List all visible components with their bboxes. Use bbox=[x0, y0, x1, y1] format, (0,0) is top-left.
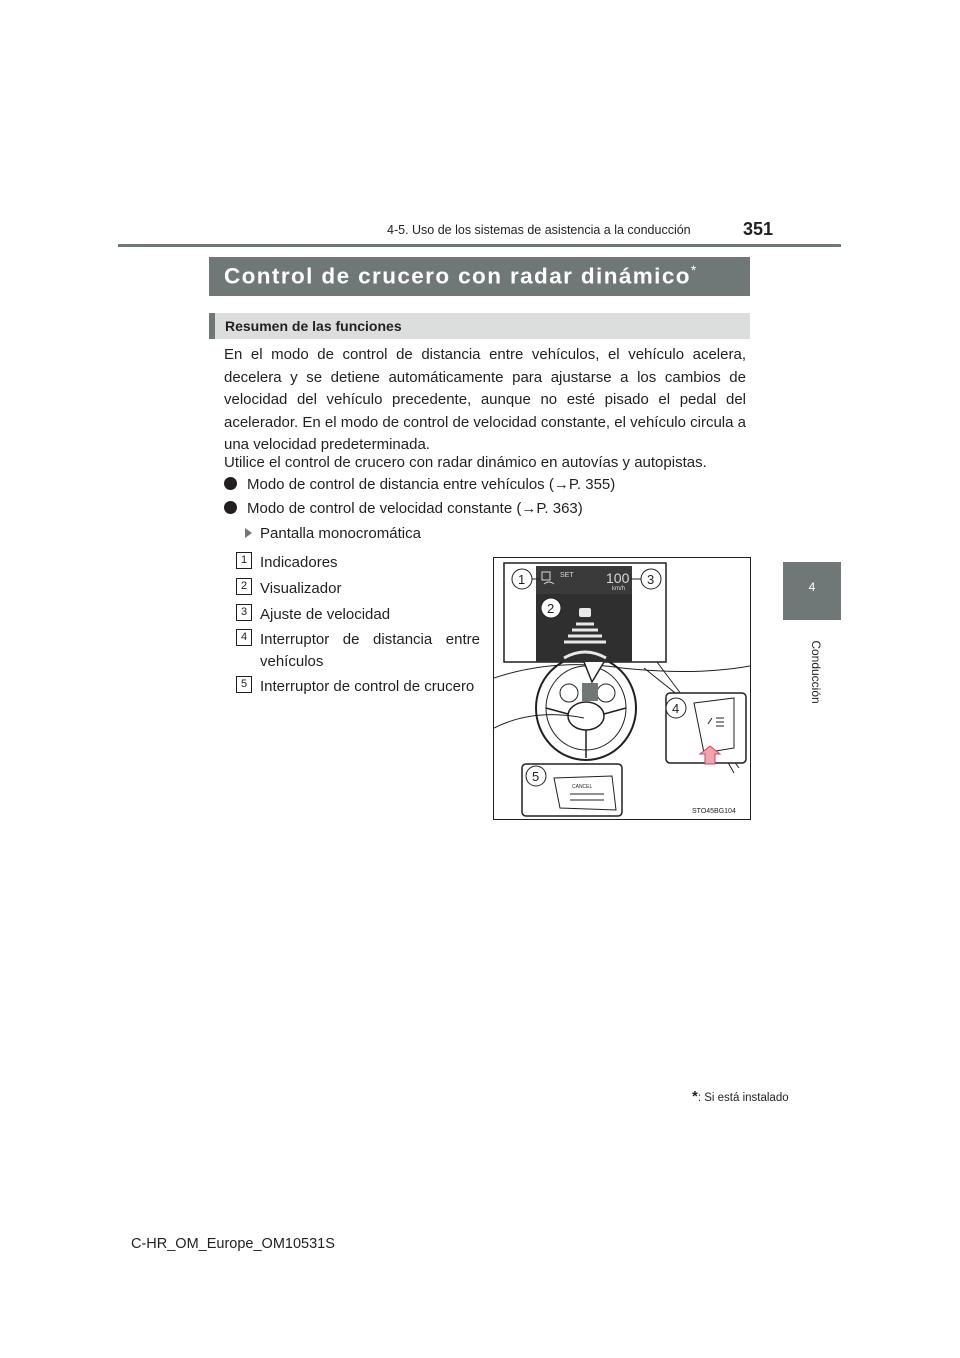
item-number-box: 4 bbox=[236, 629, 252, 646]
bullet-dot bbox=[224, 501, 237, 514]
item-label: Interruptor de distancia entre vehículos bbox=[260, 631, 480, 670]
chapter-number: 4 bbox=[808, 580, 816, 594]
intro-paragraph: En el modo de control de distancia entre vehículos, el vehículo acelera, decelera y se detiene automáticamente para ajustarse a los cambios de velocidad del vehículo precedente, aunque no esté pisado el pedal del acelerador. En el modo de control de velocidad constante, el vehículo circula a una velocidad predeterminada. bbox=[224, 346, 746, 454]
dashboard-figure bbox=[493, 557, 751, 820]
callout-number: 3 bbox=[647, 572, 655, 587]
section-header: 4-5. Uso de los sistemas de asistencia a la conducción bbox=[387, 223, 691, 237]
center-display bbox=[582, 683, 598, 701]
bullet-item bbox=[224, 476, 615, 493]
page-title bbox=[224, 262, 696, 290]
display-unit: km/h bbox=[612, 586, 626, 592]
display-type-label: Pantalla monocromática bbox=[260, 525, 421, 542]
header-rule bbox=[118, 244, 841, 247]
usage-paragraph: Utilice el control de crucero con radar dinámico en autovías y autopistas. bbox=[224, 454, 707, 471]
display-type bbox=[245, 525, 421, 542]
item-number-box: 3 bbox=[236, 604, 252, 621]
callout-number: 2 bbox=[547, 601, 555, 616]
gauge-left bbox=[560, 684, 578, 702]
footnote bbox=[692, 1088, 789, 1105]
bullet-dot bbox=[224, 477, 237, 490]
gauge-right bbox=[597, 684, 615, 702]
subheading-accent bbox=[209, 313, 215, 339]
figure-code: STO45BG104 bbox=[692, 808, 736, 815]
cruise-lever-body bbox=[554, 776, 616, 810]
bullet-text: Modo de control de velocidad constante (→P. 363) bbox=[247, 500, 583, 517]
footnote-marker: * bbox=[692, 1088, 698, 1105]
title-marker: * bbox=[690, 262, 697, 278]
subheading-bar bbox=[209, 313, 750, 339]
item-label: Visualizador bbox=[260, 580, 342, 597]
subheading: Resumen de las funciones bbox=[225, 318, 402, 334]
chapter-label: Conducción bbox=[809, 640, 823, 704]
bullet-text: Modo de control de distancia entre vehículos (→P. 355) bbox=[247, 476, 616, 493]
dashboard-illustration bbox=[494, 558, 750, 819]
preceding-vehicle-icon bbox=[579, 608, 591, 617]
item-label: Interruptor de control de crucero bbox=[260, 678, 475, 695]
display-set-label: SET bbox=[560, 572, 574, 579]
callout-number: 1 bbox=[518, 572, 526, 587]
item-label: Ajuste de velocidad bbox=[260, 606, 391, 623]
callout-number: 4 bbox=[672, 701, 680, 716]
bullet-item bbox=[224, 500, 583, 517]
item-label: Indicadores bbox=[260, 554, 338, 571]
triangle-icon bbox=[245, 528, 252, 538]
item-number-box: 5 bbox=[236, 676, 252, 693]
page-number: 351 bbox=[743, 219, 774, 239]
page-title-text: Control de crucero con radar dinámico bbox=[224, 263, 691, 289]
item-number-box: 2 bbox=[236, 578, 252, 595]
document-id-footer: C-HR_OM_Europe_OM10531S bbox=[131, 1236, 335, 1252]
footnote-text: : Si está instalado bbox=[697, 1092, 789, 1104]
callout-number: 5 bbox=[532, 769, 540, 784]
display-speed: 100 bbox=[606, 570, 630, 586]
cruise-lever-label: CANCEL bbox=[572, 784, 593, 790]
title-bar bbox=[209, 257, 750, 296]
item-number-box: 1 bbox=[236, 552, 252, 569]
